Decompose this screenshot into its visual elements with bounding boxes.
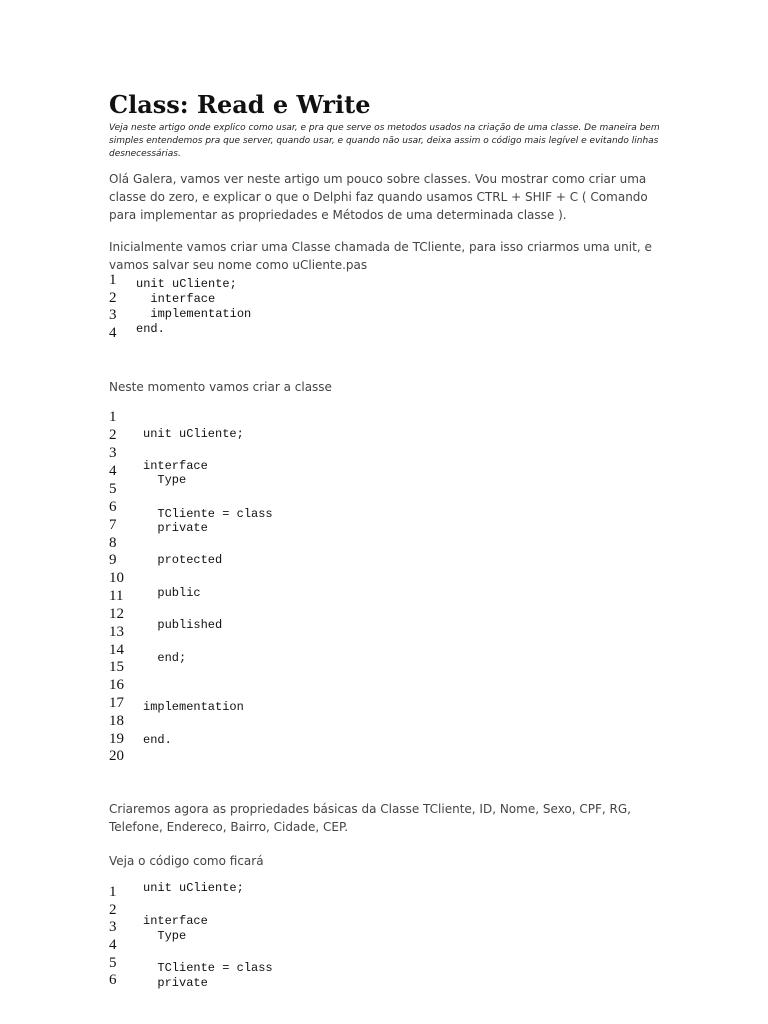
line-number: 14 [109, 642, 124, 658]
code-line: end; [143, 651, 187, 665]
code-line: interface [143, 459, 208, 473]
line-number: 3 [109, 919, 117, 935]
code-line: private [143, 976, 208, 990]
line-number: 2 [109, 427, 117, 443]
line-number: 8 [109, 535, 117, 551]
line-number: 12 [109, 606, 124, 622]
article-subtitle: Veja neste artigo onde explico como usar, e pra que serve os metodos usados na criação de uma classe. De maneira bem simples entendemos pra que server, quando usar, e quando não usar, deixa assim o código mais legível e evitando linhas desnecessárias. [109, 123, 660, 159]
line-number: 7 [109, 517, 117, 533]
line-number: 11 [109, 588, 124, 604]
intro-paragraph: Olá Galera, vamos ver neste artigo um pouco sobre classes. Vou mostrar como criar uma classe do zero, e explicar o que o Delphi faz quando usamos CTRL + SHIF + C ( Comando para implementar as propriedades e Métodos de uma determinada classe ). [109, 172, 648, 222]
line-number: 5 [109, 955, 117, 971]
line-number: 1 [109, 272, 117, 288]
class-paragraph: Neste momento vamos criar a classe [109, 380, 332, 394]
line-number: 18 [109, 713, 124, 729]
code-line: TCliente = class [143, 961, 273, 975]
line-number: 20 [109, 748, 124, 764]
line-number: 3 [109, 307, 117, 323]
code-line: interface [136, 292, 216, 306]
line-number: 5 [109, 481, 117, 497]
line-number: 4 [109, 325, 117, 341]
line-number: 2 [109, 290, 117, 306]
line-number: 9 [109, 552, 117, 568]
code-line: unit uCliente; [143, 881, 244, 895]
line-number: 6 [109, 972, 117, 988]
line-number: 16 [109, 677, 124, 693]
code-line: TCliente = class [143, 507, 273, 521]
code-line: protected [143, 553, 223, 567]
line-number: 3 [109, 445, 117, 461]
code-line: implementation [136, 307, 252, 321]
code-line: end. [143, 733, 172, 747]
line-number: 1 [109, 409, 117, 425]
properties-paragraph: Criaremos agora as propriedades básicas da Classe TCliente, ID, Nome, Sexo, CPF, RG, Telefone, Endereco, Bairro, Cidade, CEP. [109, 802, 631, 834]
article-title: Class: Read e Write [109, 90, 371, 119]
line-number: 2 [109, 902, 117, 918]
unit-paragraph: Inicialmente vamos criar uma Classe chamada de TCliente, para isso criarmos uma unit, e vamos salvar seu nome como uCliente.pas [109, 240, 652, 272]
code-line: unit uCliente; [136, 277, 237, 291]
line-number: 6 [109, 499, 117, 515]
code-intro-paragraph: Veja o código como ficará [109, 854, 264, 868]
code-line: Type [143, 929, 187, 943]
code-line: implementation [143, 700, 244, 714]
line-number: 1 [109, 884, 117, 900]
code-line: private [143, 521, 208, 535]
line-number: 4 [109, 937, 117, 953]
code-line: Type [143, 473, 187, 487]
line-number: 10 [109, 570, 124, 586]
code-line: public [143, 586, 201, 600]
code-line: interface [143, 914, 208, 928]
line-number: 17 [109, 695, 124, 711]
code-line: published [143, 618, 223, 632]
line-number: 4 [109, 463, 117, 479]
code-line: end. [136, 322, 165, 336]
line-number: 13 [109, 624, 124, 640]
code-line: unit uCliente; [143, 427, 244, 441]
line-number: 15 [109, 659, 124, 675]
line-number: 19 [109, 731, 124, 747]
